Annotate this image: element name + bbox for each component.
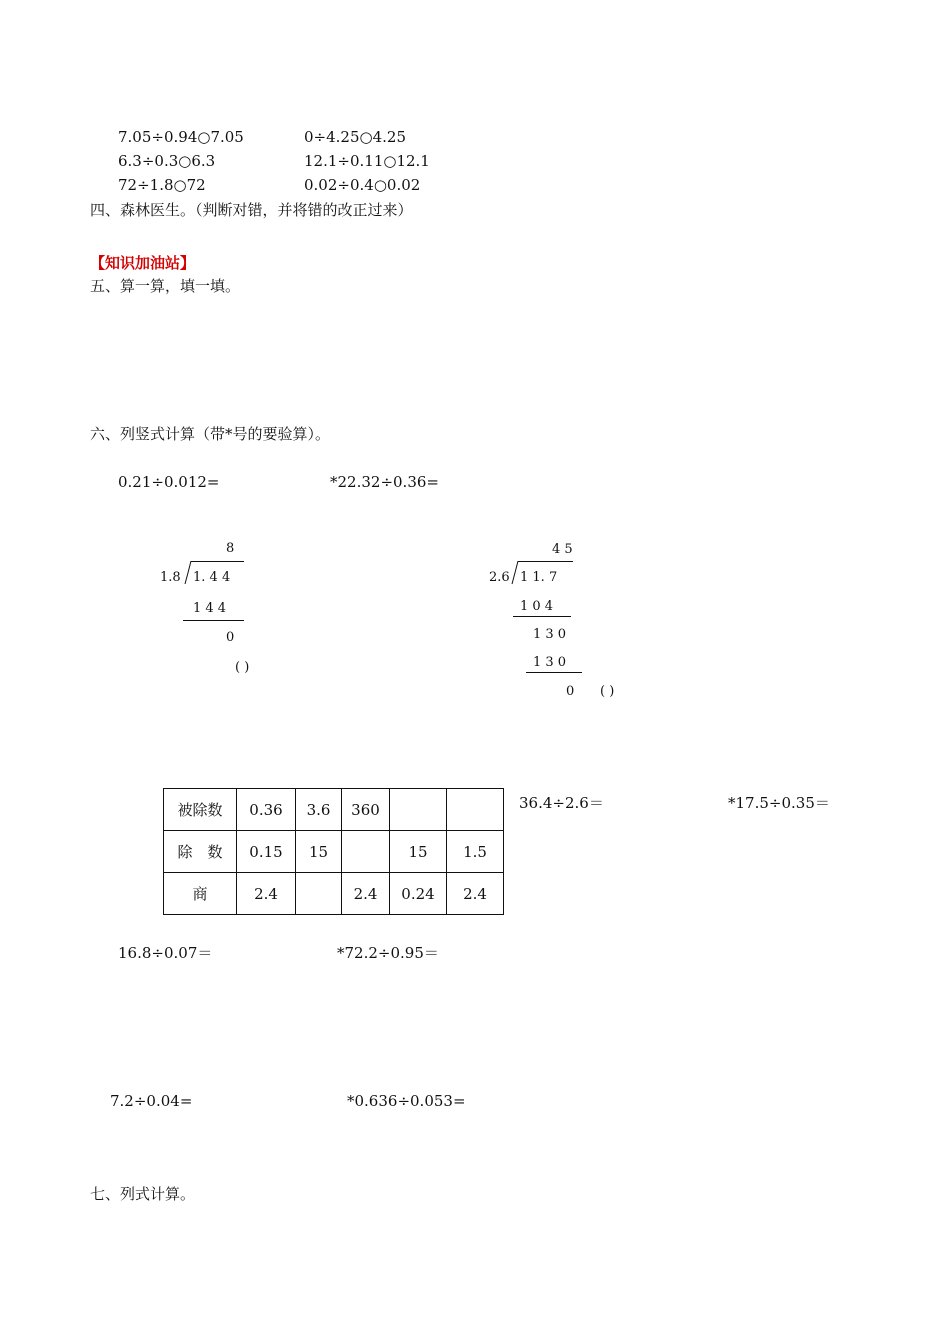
compare-3-right: 0.02÷0.4○0.02 — [304, 176, 421, 194]
div2-quotient: 4 5 — [552, 542, 573, 557]
section-7-heading: 七、列式计算。 — [90, 1185, 196, 1203]
compare-3-left: 72÷1.8○72 — [118, 176, 206, 194]
table-cell-blank[interactable] — [342, 831, 390, 873]
knowledge-banner: 【知识加油站】 — [90, 254, 196, 272]
compare-1-right: 0÷4.25○4.25 — [304, 128, 406, 146]
quotient-table — [163, 788, 504, 915]
table-cell: 商 — [164, 873, 237, 915]
div2-divisor: 2.6 — [489, 570, 510, 585]
compare-1-left: 7.05÷0.94○7.05 — [118, 128, 244, 146]
div2-answer-blank[interactable]: ( ) — [600, 684, 615, 699]
div1-dividend: 1. 4 4 — [193, 570, 231, 585]
div2-subtract-line-1 — [513, 616, 571, 617]
section-4-heading: 四、森林医生。（判断对错，并将错的改正过来） — [90, 201, 413, 219]
section-5-heading: 五、算一算，填一填。 — [90, 277, 241, 295]
table-row-dividend — [164, 789, 504, 831]
table-row-divisor — [164, 831, 504, 873]
div2-product-1: 1 0 4 — [520, 599, 554, 614]
table-cell: 除 数 — [164, 831, 237, 873]
table-cell-blank[interactable] — [296, 873, 342, 915]
div1-quotient: 8 — [226, 541, 235, 556]
problem-4a: 7.2÷0.04= — [110, 1092, 193, 1110]
problem-1a: 0.21÷0.012= — [118, 473, 220, 491]
table-cell: 1.5 — [447, 831, 504, 873]
section-6-heading: 六、列竖式计算（带*号的要验算）。 — [90, 425, 331, 443]
problem-3a: 16.8÷0.07＝ — [118, 944, 213, 962]
table-cell: 15 — [296, 831, 342, 873]
problem-3b: *72.2÷0.95＝ — [337, 944, 439, 962]
div1-divisor: 1.8 — [160, 570, 181, 585]
table-cell: 0.15 — [237, 831, 296, 873]
div2-subtract-line-2 — [526, 672, 582, 673]
div1-bar — [191, 561, 244, 562]
table-cell: 被除数 — [164, 789, 237, 831]
div1-answer-blank[interactable]: ( ) — [235, 660, 250, 675]
problem-1b: *22.32÷0.36= — [330, 473, 439, 491]
compare-2-right: 12.1÷0.11○12.1 — [304, 152, 430, 170]
div2-bar — [518, 561, 573, 562]
table-cell: 15 — [390, 831, 447, 873]
div1-remainder: 0 — [226, 630, 235, 645]
table-cell: 3.6 — [296, 789, 342, 831]
table-row-quotient — [164, 873, 504, 915]
div2-product-2: 1 3 0 — [533, 655, 567, 670]
div1-product: 1 4 4 — [193, 601, 227, 616]
table-cell: 2.4 — [447, 873, 504, 915]
div1-subtract-line — [183, 620, 244, 621]
table-cell: 360 — [342, 789, 390, 831]
problem-4b: *0.636÷0.053= — [347, 1092, 466, 1110]
div2-dividend: 1 1. 7 — [520, 570, 558, 585]
table-cell-blank[interactable] — [390, 789, 447, 831]
table-cell: 0.36 — [237, 789, 296, 831]
table-cell: 2.4 — [342, 873, 390, 915]
problem-2a: 36.4÷2.6＝ — [519, 794, 604, 812]
div1-bracket — [184, 561, 193, 585]
problem-2b: *17.5÷0.35＝ — [728, 794, 830, 812]
div2-remainder: 0 — [566, 684, 575, 699]
div2-remainder-1: 1 3 0 — [533, 627, 567, 642]
table-cell: 2.4 — [237, 873, 296, 915]
div2-bracket — [511, 561, 520, 585]
table-cell: 0.24 — [390, 873, 447, 915]
table-cell-blank[interactable] — [447, 789, 504, 831]
compare-2-left: 6.3÷0.3○6.3 — [118, 152, 216, 170]
